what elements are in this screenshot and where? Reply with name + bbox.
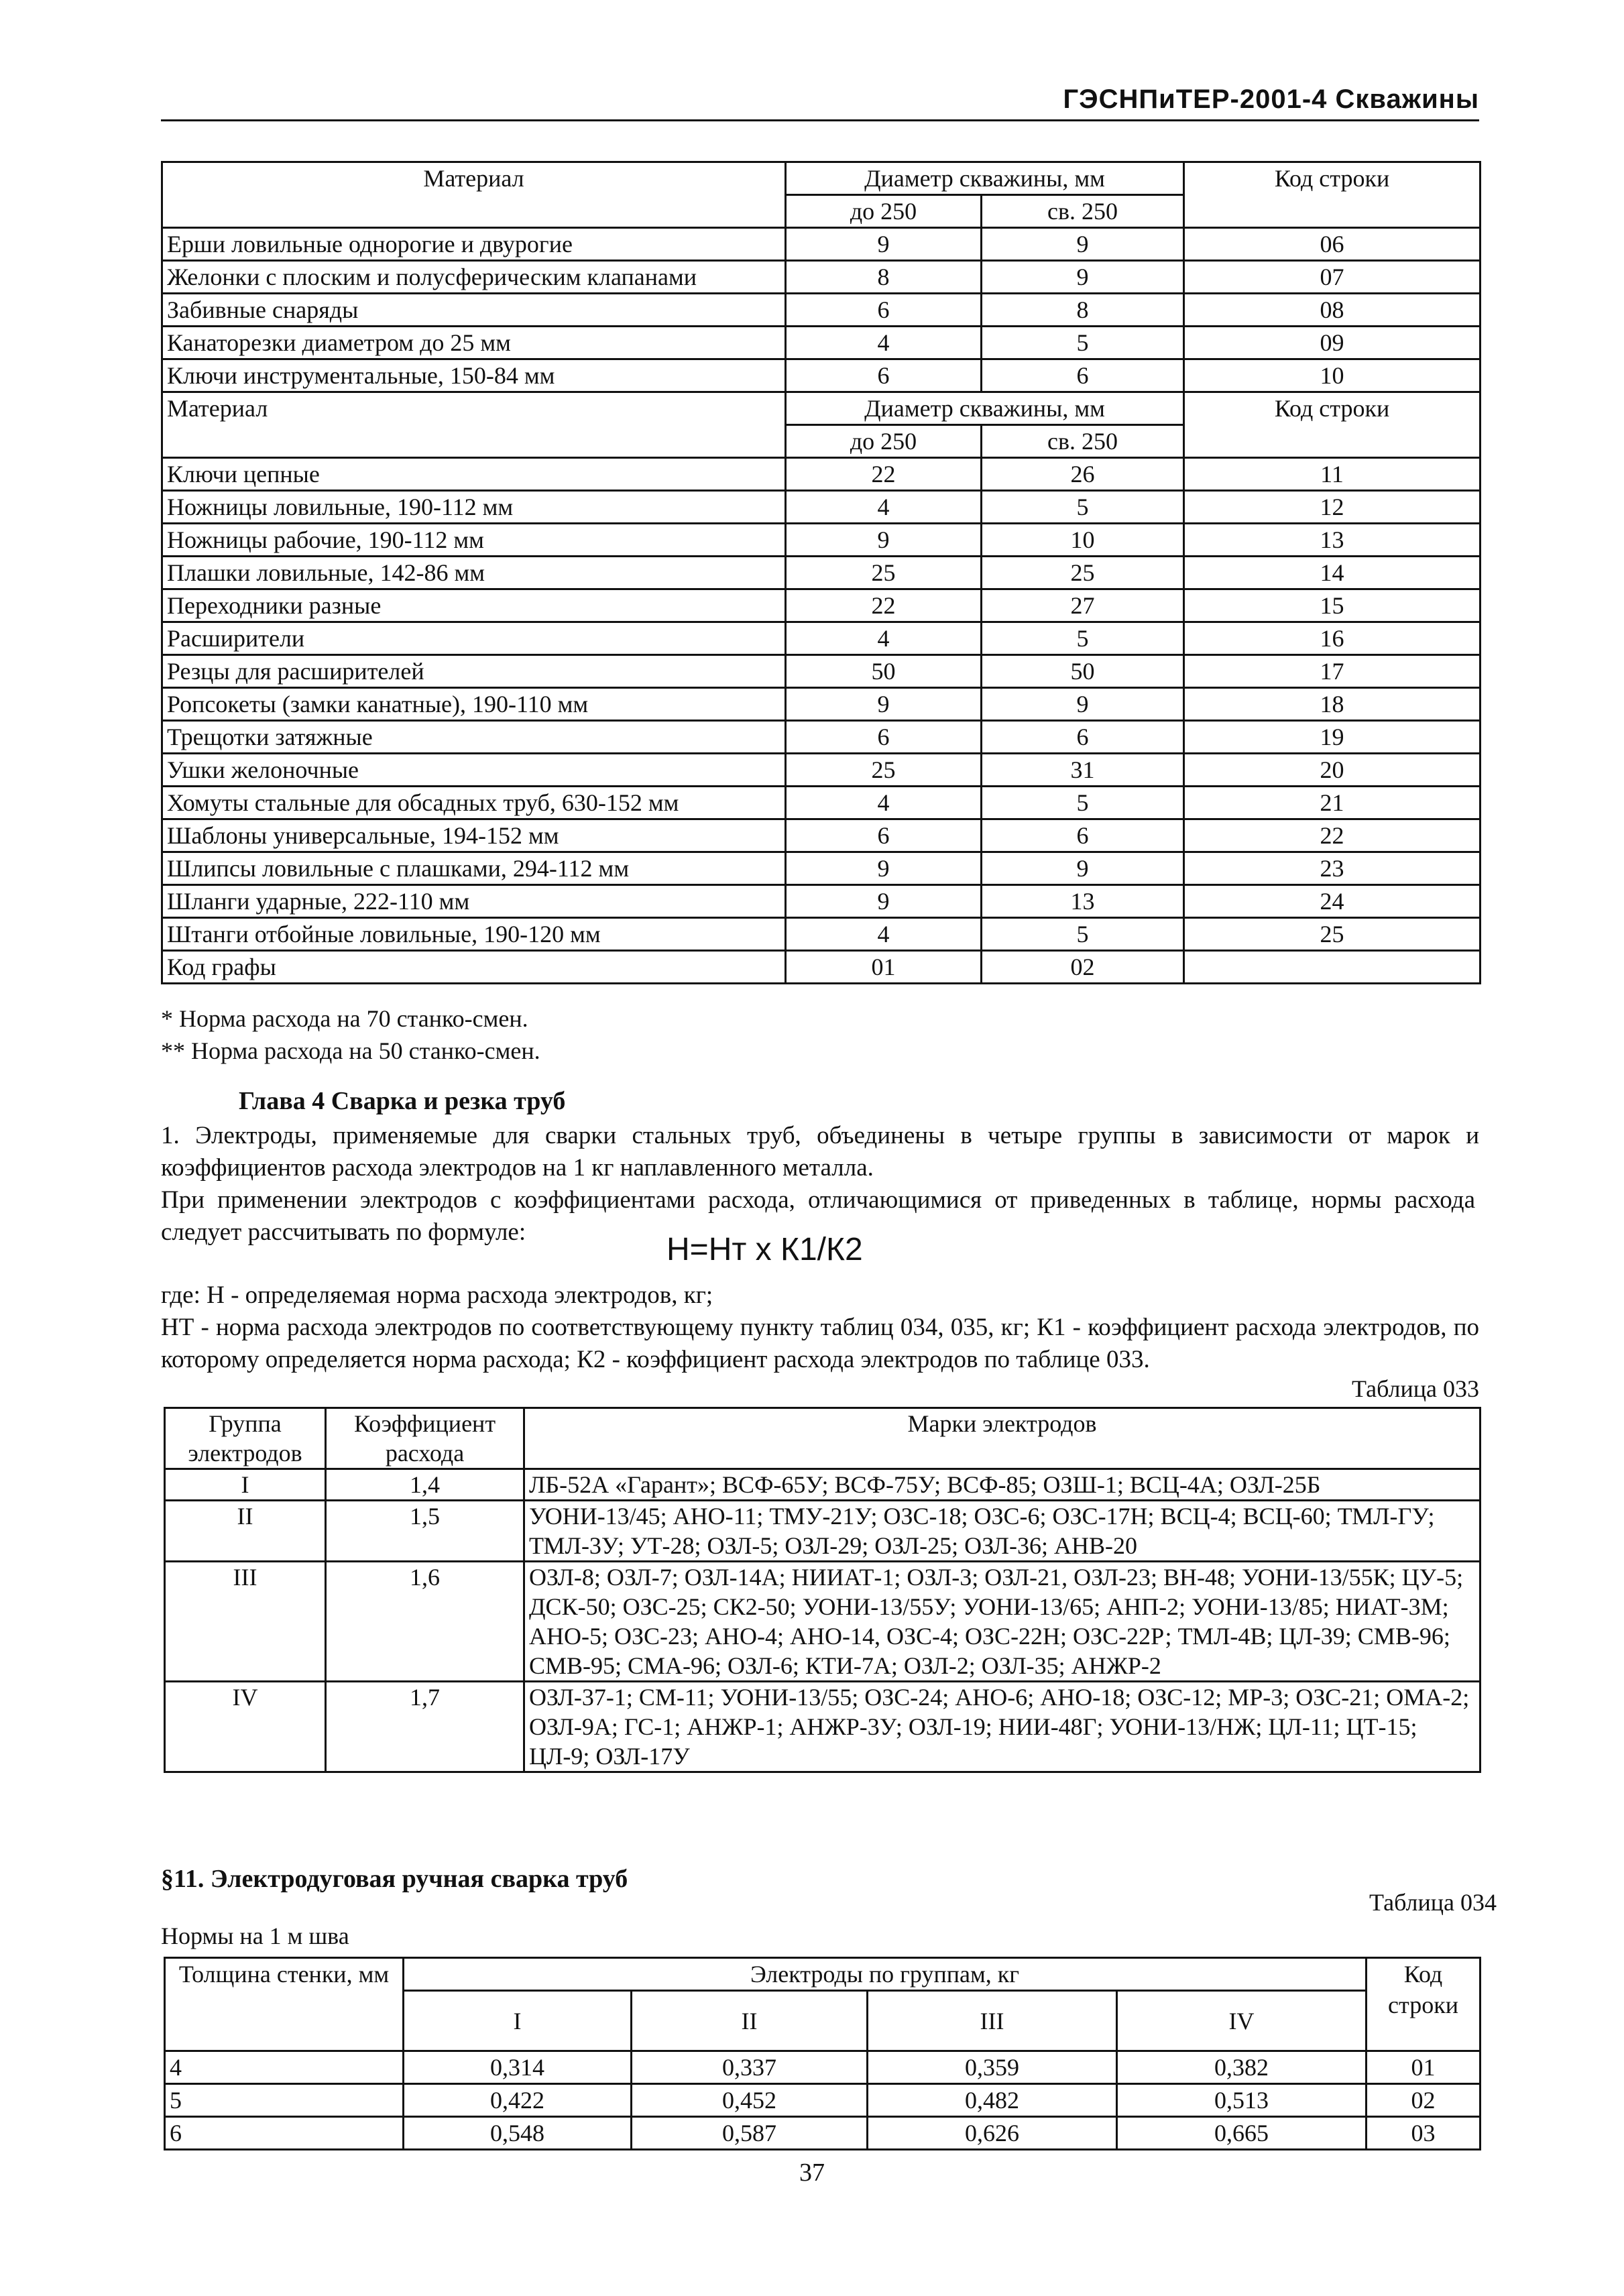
group-3-cell: 0,359 — [868, 2051, 1117, 2084]
table-row — [162, 557, 1481, 589]
table-header-row-repeat — [162, 392, 1481, 425]
material-name: Канаторезки диаметром до 25 мм — [162, 327, 786, 359]
value-d1: 6 — [786, 721, 982, 754]
header-group-1: I — [404, 1991, 632, 2051]
value-d1: 25 — [786, 754, 982, 787]
row-code: 19 — [1184, 721, 1481, 754]
group-4-cell: 0,513 — [1117, 2084, 1367, 2117]
header-rule — [161, 119, 1479, 121]
header-code: Код строки — [1367, 1958, 1481, 2051]
row-code: 11 — [1184, 458, 1481, 491]
header-group-2: II — [632, 1991, 868, 2051]
brands-cell: ЛБ-52А «Гарант»; ВСФ-65У; ВСФ-75У; ВСФ-85; ОЗШ-1; ВСЦ-4А; ОЗЛ-25Б — [524, 1469, 1481, 1501]
group-cell: II — [165, 1501, 326, 1562]
header-group: Группа электродов — [165, 1408, 326, 1469]
table-row — [162, 655, 1481, 688]
table-row — [162, 754, 1481, 787]
row-code: 17 — [1184, 655, 1481, 688]
table-034 — [164, 1957, 1481, 2150]
header-coef: Коэффициент расхода — [326, 1408, 524, 1469]
table-033 — [164, 1407, 1481, 1773]
group-4-cell: 0,382 — [1117, 2051, 1367, 2084]
formula: Н=Нт х К1/К2 — [666, 1232, 863, 1267]
group-3-cell: 0,482 — [868, 2084, 1117, 2117]
value-d2: 5 — [982, 787, 1184, 819]
material-name: Плашки ловильные, 142-86 мм — [162, 557, 786, 589]
table-row — [162, 918, 1481, 951]
table-row — [165, 2084, 1481, 2117]
table-row — [162, 359, 1481, 392]
table-row — [162, 819, 1481, 852]
group-cell: I — [165, 1469, 326, 1501]
row-code: 08 — [1184, 294, 1481, 327]
column-code-empty — [1184, 951, 1481, 984]
table-row — [165, 1682, 1481, 1772]
group-cell: IV — [165, 1682, 326, 1772]
value-d1: 50 — [786, 655, 982, 688]
table-row — [162, 261, 1481, 294]
material-name: Ушки желоночные — [162, 754, 786, 787]
row-code: 16 — [1184, 622, 1481, 655]
table-row — [162, 589, 1481, 622]
table-header-row — [165, 1408, 1481, 1469]
material-name: Ключи инструментальные, 150-84 мм — [162, 359, 786, 392]
table-row — [162, 491, 1481, 524]
material-name: Шлипсы ловильные с плашками, 294-112 мм — [162, 852, 786, 885]
group-2-cell: 0,452 — [632, 2084, 868, 2117]
material-name: Штанги отбойные ловильные, 190-120 мм — [162, 918, 786, 951]
value-d2: 50 — [982, 655, 1184, 688]
value-d1: 6 — [786, 294, 982, 327]
material-name: Переходники разные — [162, 589, 786, 622]
table-header-row — [162, 162, 1481, 195]
table-row — [162, 622, 1481, 655]
value-d2: 5 — [982, 491, 1184, 524]
value-d1: 9 — [786, 524, 982, 557]
value-d2: 13 — [982, 885, 1184, 918]
row-code: 12 — [1184, 491, 1481, 524]
table-row — [162, 885, 1481, 918]
value-d2: 6 — [982, 359, 1184, 392]
section-title: §11. Электродуговая ручная сварка труб — [161, 1865, 628, 1893]
table-row — [165, 2051, 1481, 2084]
column-code-2: 02 — [982, 951, 1184, 984]
value-d2: 6 — [982, 819, 1184, 852]
row-code: 02 — [1367, 2084, 1481, 2117]
material-name: Резцы для расширителей — [162, 655, 786, 688]
row-code: 18 — [1184, 688, 1481, 721]
row-code: 10 — [1184, 359, 1481, 392]
value-d2: 5 — [982, 622, 1184, 655]
value-d1: 9 — [786, 228, 982, 261]
value-d1: 9 — [786, 885, 982, 918]
group-2-cell: 0,337 — [632, 2051, 868, 2084]
value-d1: 4 — [786, 918, 982, 951]
material-name: Ножницы рабочие, 190-112 мм — [162, 524, 786, 557]
header-diameter-repeat: Диаметр скважины, мм — [786, 392, 1184, 425]
header-thickness: Толщина стенки, мм — [165, 1958, 404, 2051]
thickness-cell: 6 — [165, 2117, 404, 2150]
value-d2: 9 — [982, 688, 1184, 721]
value-d1: 22 — [786, 458, 982, 491]
table-row — [162, 294, 1481, 327]
table-row — [162, 327, 1481, 359]
paragraph-4: НТ - норма расхода электродов по соответствующему пункту таблиц 034, 035, кг; К1 - коэффициент расхода электродов, по которому определяется норма расхода; К2 - коэффициент расхода электродов по таблице 033. — [161, 1314, 1479, 1373]
material-name: Желонки с плоским и полусферическим клапанами — [162, 261, 786, 294]
thickness-cell: 4 — [165, 2051, 404, 2084]
header-d1: до 250 — [786, 195, 982, 228]
footnote-2: ** Норма расхода на 50 станко-смен. — [161, 1037, 540, 1064]
header-group-3: III — [868, 1991, 1117, 2051]
material-name: Шаблоны универсальные, 194-152 мм — [162, 819, 786, 852]
value-d1: 22 — [786, 589, 982, 622]
table-header-row — [165, 1958, 1481, 1991]
group-2-cell: 0,587 — [632, 2117, 868, 2150]
material-name: Трещотки затяжные — [162, 721, 786, 754]
row-code: 25 — [1184, 918, 1481, 951]
brands-cell: УОНИ-13/45; АНО-11; ТМУ-21У; ОЗС-18; ОЗС-6; ОЗС-17Н; ВСЦ-4; ВСЦ-60; ТМЛ-ГУ; ТМЛ-3У; УТ-28; ОЗЛ-5; ОЗЛ-29; ОЗЛ-25; ОЗЛ-36; АНВ-20 — [524, 1501, 1481, 1562]
material-name: Шланги ударные, 222-110 мм — [162, 885, 786, 918]
value-d2: 6 — [982, 721, 1184, 754]
header-d1-repeat: до 250 — [786, 425, 982, 458]
group-3-cell: 0,626 — [868, 2117, 1117, 2150]
header-d2-repeat: св. 250 — [982, 425, 1184, 458]
table-row — [165, 1562, 1481, 1682]
table-row — [165, 1501, 1481, 1562]
value-d2: 9 — [982, 852, 1184, 885]
value-d1: 8 — [786, 261, 982, 294]
table-row — [162, 524, 1481, 557]
group-4-cell: 0,665 — [1117, 2117, 1367, 2150]
coef-cell: 1,5 — [326, 1501, 524, 1562]
row-code: 14 — [1184, 557, 1481, 589]
coef-cell: 1,7 — [326, 1682, 524, 1772]
value-d2: 26 — [982, 458, 1184, 491]
header-d2: св. 250 — [982, 195, 1184, 228]
row-code: 07 — [1184, 261, 1481, 294]
material-name: Ключи цепные — [162, 458, 786, 491]
material-name: Забивные снаряды — [162, 294, 786, 327]
material-name: Хомуты стальные для обсадных труб, 630-152 мм — [162, 787, 786, 819]
table-row — [162, 852, 1481, 885]
material-name: Ропсокеты (замки канатные), 190-110 мм — [162, 688, 786, 721]
value-d2: 9 — [982, 228, 1184, 261]
group-1-cell: 0,422 — [404, 2084, 632, 2117]
coef-cell: 1,6 — [326, 1562, 524, 1682]
footnote-1: * Норма расхода на 70 станко-смен. — [161, 1005, 528, 1032]
value-d1: 4 — [786, 491, 982, 524]
value-d1: 6 — [786, 359, 982, 392]
value-d1: 4 — [786, 787, 982, 819]
material-name: Ерши ловильные однорогие и двурогие — [162, 228, 786, 261]
row-code: 13 — [1184, 524, 1481, 557]
header-brands: Марки электродов — [524, 1408, 1481, 1469]
coef-cell: 1,4 — [326, 1469, 524, 1501]
table-row — [162, 787, 1481, 819]
value-d2: 25 — [982, 557, 1184, 589]
column-code-1: 01 — [786, 951, 982, 984]
materials-table — [161, 161, 1481, 984]
value-d2: 9 — [982, 261, 1184, 294]
header-material: Материал — [162, 162, 786, 228]
thickness-cell: 5 — [165, 2084, 404, 2117]
header-diameter: Диаметр скважины, мм — [786, 162, 1184, 195]
table-row — [162, 458, 1481, 491]
row-code: 22 — [1184, 819, 1481, 852]
value-d1: 4 — [786, 327, 982, 359]
table-row — [165, 1469, 1481, 1501]
value-d2: 10 — [982, 524, 1184, 557]
value-d1: 6 — [786, 819, 982, 852]
value-d1: 9 — [786, 852, 982, 885]
column-code-label: Код графы — [162, 951, 786, 984]
table-034-label: Таблица 034 — [1369, 1889, 1497, 1916]
row-code: 06 — [1184, 228, 1481, 261]
value-d1: 9 — [786, 688, 982, 721]
table-row — [162, 721, 1481, 754]
table-footer-row — [162, 951, 1481, 984]
table-row — [162, 688, 1481, 721]
row-code: 23 — [1184, 852, 1481, 885]
paragraph-2: При применении электродов с коэффициентами расхода, отличающимися от приведенных в таблице, нормы расхода следует рассчитывать по формуле: — [161, 1186, 1475, 1246]
material-name: Ножницы ловильные, 190-112 мм — [162, 491, 786, 524]
row-code: 03 — [1367, 2117, 1481, 2150]
row-code: 15 — [1184, 589, 1481, 622]
value-d2: 27 — [982, 589, 1184, 622]
value-d2: 31 — [982, 754, 1184, 787]
table-row — [165, 2117, 1481, 2150]
group-1-cell: 0,548 — [404, 2117, 632, 2150]
paragraph-3: где: Н - определяемая норма расхода электродов, кг; — [161, 1281, 713, 1309]
table-034-caption: Нормы на 1 м шва — [161, 1922, 349, 1949]
running-head: ГЭСНПиТЕР-2001-4 Скважины — [1063, 84, 1479, 114]
group-cell: III — [165, 1562, 326, 1682]
table-row — [162, 228, 1481, 261]
value-d2: 5 — [982, 918, 1184, 951]
value-d1: 25 — [786, 557, 982, 589]
chapter-title: Глава 4 Сварка и резка труб — [239, 1087, 566, 1115]
row-code: 21 — [1184, 787, 1481, 819]
header-group-4: IV — [1117, 1991, 1367, 2051]
header-code-repeat: Код строки — [1184, 392, 1481, 458]
row-code: 24 — [1184, 885, 1481, 918]
header-code: Код строки — [1184, 162, 1481, 228]
row-code: 09 — [1184, 327, 1481, 359]
page-number: 37 — [799, 2159, 825, 2187]
value-d2: 8 — [982, 294, 1184, 327]
material-name: Расширители — [162, 622, 786, 655]
value-d2: 5 — [982, 327, 1184, 359]
brands-cell: ОЗЛ-37-1; СМ-11; УОНИ-13/55; ОЗС-24; АНО-6; АНО-18; ОЗС-12; МР-3; ОЗС-21; ОМА-2; ОЗЛ-9А; ГС-1; АНЖР-1; АНЖР-3У; ОЗЛ-19; НИИ-48Г; УОНИ-13/НЖ; ЦЛ-11; ЦТ-15; ЦЛ-9; ОЗЛ-17У — [524, 1682, 1481, 1772]
header-material-repeat: Материал — [162, 392, 786, 458]
group-1-cell: 0,314 — [404, 2051, 632, 2084]
header-groups: Электроды по группам, кг — [404, 1958, 1367, 1991]
row-code: 01 — [1367, 2051, 1481, 2084]
row-code: 20 — [1184, 754, 1481, 787]
table-033-label: Таблица 033 — [1352, 1375, 1479, 1402]
paragraph-1: 1. Электроды, применяемые для сварки стальных труб, объединены в четыре группы в зависимости от марок и коэффициентов расхода электродов на 1 кг наплавленного металла. — [161, 1122, 1479, 1182]
brands-cell: ОЗЛ-8; ОЗЛ-7; ОЗЛ-14А; НИИАТ-1; ОЗЛ-3; ОЗЛ-21, ОЗЛ-23; ВН-48; УОНИ-13/55К; ЦУ-5; ДСК-50; ОЗС-25; СК2-50; УОНИ-13/55У; УОНИ-13/65; АНП-2; УОНИ-13/85; НИАТ-3М; АНО-5; ОЗС-23; АНО-4; АНО-14, ОЗС-4; ОЗС-22Н; ОЗС-22Р; ТМЛ-4В; ЦЛ-39; СМВ-96; СМВ-95; СМА-96; ОЗЛ-6; КТИ-7А; ОЗЛ-2; ОЗЛ-35; АНЖР-2 — [524, 1562, 1481, 1682]
value-d1: 4 — [786, 622, 982, 655]
